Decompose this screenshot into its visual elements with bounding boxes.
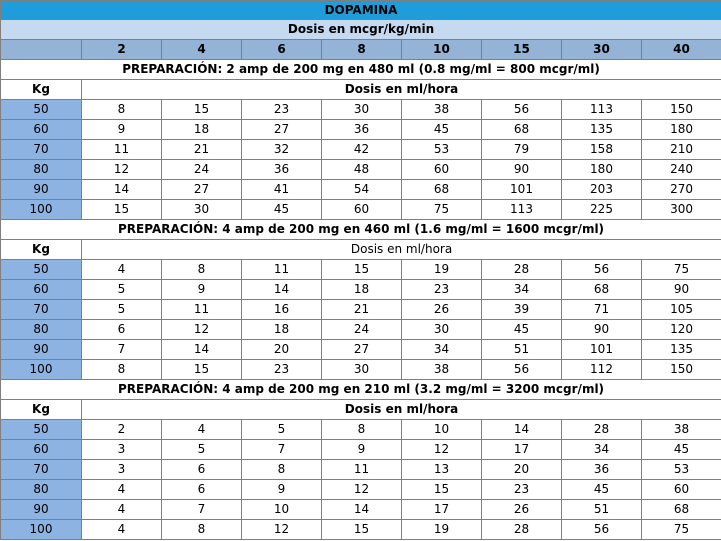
dose-corner-cell: [1, 40, 82, 60]
dose-value: 15: [482, 40, 562, 60]
rate-cell: 12: [322, 480, 402, 500]
rate-cell: 75: [642, 520, 721, 540]
rate-cell: 36: [562, 460, 642, 480]
rate-cell: 56: [482, 100, 562, 120]
weight-cell: 50: [1, 100, 82, 120]
rate-cell: 23: [482, 480, 562, 500]
rate-cell: 9: [82, 120, 162, 140]
rate-cell: 30: [162, 200, 242, 220]
rate-cell: 12: [402, 440, 482, 460]
rate-cell: 270: [642, 180, 721, 200]
rate-cell: 14: [82, 180, 162, 200]
table-row: [1, 360, 721, 380]
dose-value: 8: [322, 40, 402, 60]
rate-cell: 240: [642, 160, 721, 180]
weight-header-row: [1, 80, 721, 100]
rate-header: Dosis en ml/hora: [82, 400, 721, 420]
rate-cell: 45: [242, 200, 322, 220]
rate-cell: 12: [82, 160, 162, 180]
rate-cell: 27: [322, 340, 402, 360]
rate-cell: 210: [642, 140, 721, 160]
rate-cell: 11: [82, 140, 162, 160]
weight-cell: 100: [1, 520, 82, 540]
table-row: [1, 420, 721, 440]
rate-cell: 51: [562, 500, 642, 520]
weight-cell: 100: [1, 200, 82, 220]
rate-cell: 38: [642, 420, 721, 440]
rate-cell: 14: [162, 340, 242, 360]
weight-cell: 70: [1, 300, 82, 320]
rate-cell: 21: [162, 140, 242, 160]
rate-cell: 11: [242, 260, 322, 280]
rate-cell: 34: [482, 280, 562, 300]
rate-cell: 9: [322, 440, 402, 460]
rate-cell: 90: [482, 160, 562, 180]
table-row: [1, 500, 721, 520]
kg-header: Kg: [1, 80, 82, 100]
rate-cell: 30: [322, 360, 402, 380]
table-row: [1, 520, 721, 540]
rate-cell: 8: [322, 420, 402, 440]
dose-value: 6: [242, 40, 322, 60]
table-title: DOPAMINA: [1, 1, 721, 20]
rate-cell: 53: [402, 140, 482, 160]
rate-cell: 27: [162, 180, 242, 200]
rate-cell: 14: [322, 500, 402, 520]
weight-cell: 90: [1, 180, 82, 200]
rate-cell: 45: [482, 320, 562, 340]
weight-cell: 100: [1, 360, 82, 380]
rate-cell: 54: [322, 180, 402, 200]
rate-cell: 27: [242, 120, 322, 140]
preparation-row: [1, 220, 721, 240]
rate-cell: 4: [82, 480, 162, 500]
table-row: [1, 180, 721, 200]
rate-cell: 36: [322, 120, 402, 140]
rate-cell: 101: [562, 340, 642, 360]
rate-cell: 7: [82, 340, 162, 360]
dose-value: 40: [642, 40, 721, 60]
rate-cell: 7: [162, 500, 242, 520]
rate-cell: 79: [482, 140, 562, 160]
dose-header: Dosis en mcgr/kg/min: [1, 20, 721, 40]
rate-cell: 112: [562, 360, 642, 380]
weight-cell: 80: [1, 320, 82, 340]
rate-cell: 8: [82, 360, 162, 380]
weight-cell: 50: [1, 420, 82, 440]
title-row: [1, 1, 721, 20]
rate-cell: 5: [82, 300, 162, 320]
table-row: [1, 200, 721, 220]
rate-cell: 56: [562, 260, 642, 280]
rate-cell: 6: [162, 460, 242, 480]
dose-value: 2: [82, 40, 162, 60]
rate-cell: 60: [642, 480, 721, 500]
rate-cell: 8: [82, 100, 162, 120]
rate-cell: 11: [162, 300, 242, 320]
rate-cell: 42: [322, 140, 402, 160]
rate-cell: 26: [482, 500, 562, 520]
rate-cell: 4: [162, 420, 242, 440]
rate-cell: 3: [82, 440, 162, 460]
rate-cell: 105: [642, 300, 721, 320]
rate-cell: 180: [562, 160, 642, 180]
rate-cell: 28: [482, 520, 562, 540]
rate-cell: 68: [642, 500, 721, 520]
rate-cell: 24: [162, 160, 242, 180]
table-row: [1, 440, 721, 460]
rate-cell: 23: [242, 100, 322, 120]
rate-cell: 45: [642, 440, 721, 460]
rate-cell: 9: [242, 480, 322, 500]
rate-cell: 45: [562, 480, 642, 500]
table-row: [1, 460, 721, 480]
rate-cell: 15: [82, 200, 162, 220]
rate-cell: 8: [162, 260, 242, 280]
rate-cell: 9: [162, 280, 242, 300]
rate-cell: 24: [322, 320, 402, 340]
rate-cell: 14: [242, 280, 322, 300]
table-row: [1, 320, 721, 340]
rate-cell: 12: [242, 520, 322, 540]
table-row: [1, 300, 721, 320]
rate-cell: 13: [402, 460, 482, 480]
preparation-row: [1, 380, 721, 400]
rate-cell: 34: [562, 440, 642, 460]
rate-cell: 180: [642, 120, 721, 140]
rate-cell: 11: [322, 460, 402, 480]
rate-cell: 300: [642, 200, 721, 220]
weight-cell: 80: [1, 480, 82, 500]
table-row: [1, 160, 721, 180]
rate-cell: 17: [402, 500, 482, 520]
preparation-label: PREPARACIÓN: 2 amp de 200 mg en 480 ml (0.8 mg/ml = 800 mcgr/ml): [1, 60, 721, 80]
rate-cell: 113: [482, 200, 562, 220]
dose-value: 4: [162, 40, 242, 60]
rate-cell: 38: [402, 100, 482, 120]
rate-cell: 68: [482, 120, 562, 140]
rate-cell: 28: [482, 260, 562, 280]
rate-cell: 17: [482, 440, 562, 460]
rate-cell: 8: [242, 460, 322, 480]
dose-title-row: [1, 20, 721, 40]
rate-cell: 225: [562, 200, 642, 220]
rate-cell: 34: [402, 340, 482, 360]
table-row: [1, 480, 721, 500]
table-body: [1, 1, 721, 540]
table-row: [1, 340, 721, 360]
rate-cell: 15: [322, 520, 402, 540]
rate-cell: 23: [402, 280, 482, 300]
rate-cell: 71: [562, 300, 642, 320]
rate-cell: 30: [402, 320, 482, 340]
rate-cell: 15: [162, 360, 242, 380]
rate-cell: 2: [82, 420, 162, 440]
rate-cell: 28: [562, 420, 642, 440]
rate-cell: 68: [562, 280, 642, 300]
rate-cell: 75: [402, 200, 482, 220]
table-row: [1, 120, 721, 140]
rate-cell: 48: [322, 160, 402, 180]
rate-cell: 19: [402, 520, 482, 540]
rate-cell: 6: [82, 320, 162, 340]
rate-cell: 39: [482, 300, 562, 320]
rate-cell: 90: [642, 280, 721, 300]
table-row: [1, 100, 721, 120]
rate-cell: 18: [242, 320, 322, 340]
rate-cell: 15: [322, 260, 402, 280]
rate-cell: 90: [562, 320, 642, 340]
rate-cell: 30: [322, 100, 402, 120]
rate-cell: 135: [642, 340, 721, 360]
rate-cell: 18: [162, 120, 242, 140]
rate-cell: 135: [562, 120, 642, 140]
weight-cell: 70: [1, 140, 82, 160]
rate-cell: 20: [242, 340, 322, 360]
rate-header: Dosis en ml/hora: [82, 80, 721, 100]
rate-cell: 60: [402, 160, 482, 180]
preparation-label: PREPARACIÓN: 4 amp de 200 mg en 210 ml (3.2 mg/ml = 3200 mcgr/ml): [1, 380, 721, 400]
rate-cell: 18: [322, 280, 402, 300]
dose-value: 10: [402, 40, 482, 60]
rate-cell: 5: [162, 440, 242, 460]
rate-cell: 8: [162, 520, 242, 540]
weight-cell: 70: [1, 460, 82, 480]
weight-cell: 90: [1, 340, 82, 360]
rate-cell: 4: [82, 500, 162, 520]
rate-cell: 20: [482, 460, 562, 480]
rate-cell: 3: [82, 460, 162, 480]
rate-cell: 23: [242, 360, 322, 380]
weight-cell: 60: [1, 120, 82, 140]
rate-cell: 56: [562, 520, 642, 540]
preparation-row: [1, 60, 721, 80]
weight-cell: 90: [1, 500, 82, 520]
weight-cell: 80: [1, 160, 82, 180]
weight-cell: 60: [1, 280, 82, 300]
rate-cell: 150: [642, 360, 721, 380]
rate-cell: 4: [82, 260, 162, 280]
rate-cell: 41: [242, 180, 322, 200]
weight-header-row: [1, 400, 721, 420]
rate-cell: 113: [562, 100, 642, 120]
rate-cell: 150: [642, 100, 721, 120]
rate-cell: 10: [242, 500, 322, 520]
rate-cell: 51: [482, 340, 562, 360]
rate-cell: 32: [242, 140, 322, 160]
preparation-label: PREPARACIÓN: 4 amp de 200 mg en 460 ml (1.6 mg/ml = 1600 mcgr/ml): [1, 220, 721, 240]
rate-cell: 7: [242, 440, 322, 460]
kg-header: Kg: [1, 240, 82, 260]
rate-cell: 6: [162, 480, 242, 500]
dose-values-row: [1, 40, 721, 60]
kg-header: Kg: [1, 400, 82, 420]
rate-cell: 203: [562, 180, 642, 200]
rate-cell: 5: [82, 280, 162, 300]
table-row: [1, 140, 721, 160]
rate-cell: 101: [482, 180, 562, 200]
weight-cell: 50: [1, 260, 82, 280]
rate-cell: 21: [322, 300, 402, 320]
dose-value: 30: [562, 40, 642, 60]
rate-cell: 26: [402, 300, 482, 320]
rate-cell: 36: [242, 160, 322, 180]
table-row: [1, 280, 721, 300]
rate-header: Dosis en ml/hora: [82, 240, 721, 260]
rate-cell: 68: [402, 180, 482, 200]
rate-cell: 5: [242, 420, 322, 440]
rate-cell: 38: [402, 360, 482, 380]
rate-cell: 56: [482, 360, 562, 380]
rate-cell: 45: [402, 120, 482, 140]
weight-cell: 60: [1, 440, 82, 460]
rate-cell: 75: [642, 260, 721, 280]
rate-cell: 15: [162, 100, 242, 120]
rate-cell: 15: [402, 480, 482, 500]
rate-cell: 60: [322, 200, 402, 220]
rate-cell: 16: [242, 300, 322, 320]
rate-cell: 10: [402, 420, 482, 440]
rate-cell: 158: [562, 140, 642, 160]
table-row: [1, 260, 721, 280]
rate-cell: 12: [162, 320, 242, 340]
rate-cell: 4: [82, 520, 162, 540]
rate-cell: 53: [642, 460, 721, 480]
rate-cell: 19: [402, 260, 482, 280]
weight-header-row: [1, 240, 721, 260]
rate-cell: 120: [642, 320, 721, 340]
rate-cell: 14: [482, 420, 562, 440]
